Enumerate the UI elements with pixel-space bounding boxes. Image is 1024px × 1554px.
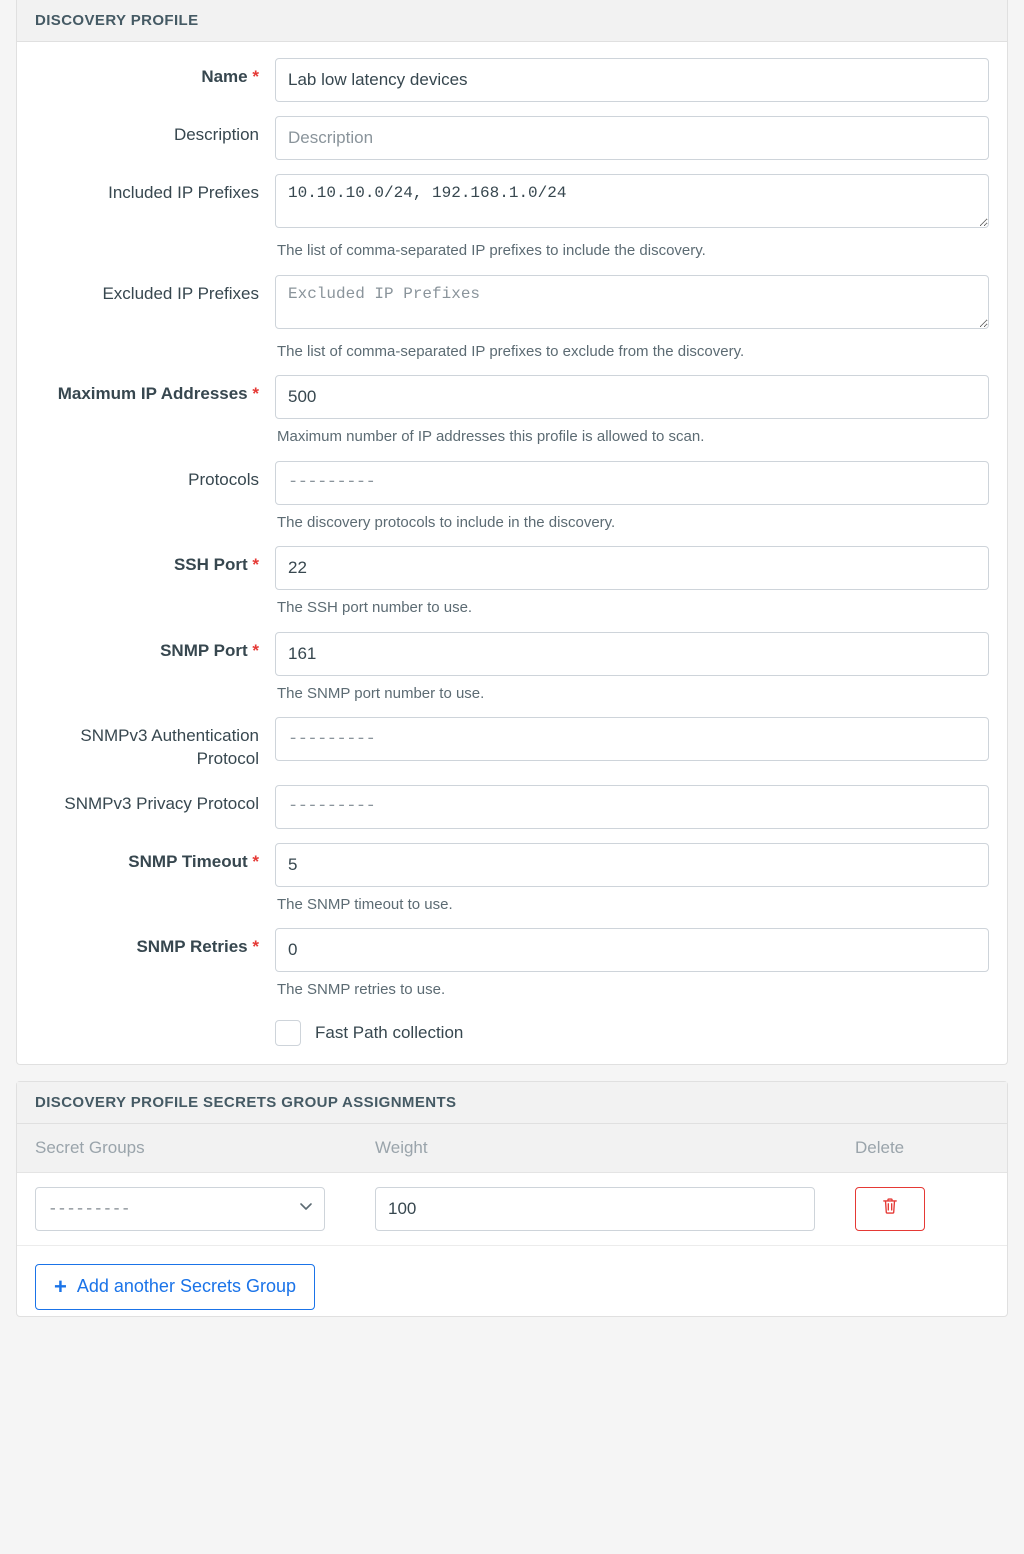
field-snmpv3-privacy-protocol	[275, 785, 989, 829]
fast-path-collection-label: Fast Path collection	[315, 1022, 464, 1042]
cell-weight	[357, 1172, 837, 1245]
label-snmp-retries	[35, 928, 275, 959]
required-indicator: *	[252, 67, 259, 86]
protocols-selected-value: ---------	[288, 473, 376, 492]
help-excluded-ip-prefixes: The list of comma-separated IP prefixes to exclude from the discovery.	[277, 342, 745, 360]
label-snmp-retries-text: SNMP Retries	[136, 937, 248, 957]
field-snmpv3-auth-protocol	[275, 717, 989, 761]
snmpv3-auth-protocol-selected-value: ---------	[288, 729, 376, 749]
field-maximum-ip-addresses	[275, 375, 989, 457]
help-snmp-timeout: The SNMP timeout to use.	[277, 895, 453, 913]
delete-row-button[interactable]	[855, 1187, 925, 1231]
included-ip-prefixes-textarea[interactable]	[275, 174, 989, 228]
cell-secret-group	[17, 1172, 357, 1245]
snmpv3-auth-protocol-select[interactable]	[275, 717, 989, 761]
label-protocols: Protocols	[188, 469, 259, 489]
label-snmp-port-text: SNMP Port	[160, 640, 248, 660]
description-input[interactable]	[275, 116, 989, 160]
field-excluded-ip-prefixes	[275, 275, 989, 372]
required-indicator: *	[252, 555, 259, 574]
required-indicator: *	[252, 640, 259, 660]
protocols-select[interactable]	[275, 461, 989, 505]
fast-path-collection-row	[17, 1014, 1007, 1046]
snmpv3-privacy-protocol-selected-value: ---------	[288, 797, 376, 817]
table-header-row	[17, 1124, 1007, 1173]
field-row-description	[17, 116, 1007, 160]
field-protocols	[275, 461, 989, 543]
secret-group-selected-value: ---------	[48, 1199, 130, 1218]
field-row-snmp-port	[17, 632, 1007, 714]
label-snmp-timeout-text: SNMP Timeout	[128, 851, 248, 871]
label-name-text: Name	[201, 67, 248, 86]
weight-input[interactable]	[375, 1187, 815, 1231]
field-row-name	[17, 58, 1007, 102]
add-another-secrets-group-button[interactable]	[35, 1264, 315, 1310]
field-name	[275, 58, 989, 102]
label-included-ip-prefixes: Included IP Prefixes	[108, 183, 259, 202]
help-protocols: The discovery protocols to include in the discovery.	[277, 513, 616, 531]
field-row-snmp-timeout	[17, 843, 1007, 925]
snmp-port-input[interactable]	[275, 632, 989, 676]
snmp-timeout-input[interactable]	[275, 843, 989, 887]
spacer	[17, 775, 1007, 785]
label-snmpv3-privacy-protocol: SNMPv3 Privacy Protocol	[64, 793, 259, 813]
secrets-group-assignments-table	[17, 1124, 1007, 1246]
help-included-ip-prefixes: The list of comma-separated IP prefixes to include the discovery.	[277, 242, 706, 259]
snmpv3-privacy-protocol-select[interactable]	[275, 785, 989, 829]
spacer	[17, 106, 1007, 116]
cell-delete	[837, 1172, 1007, 1245]
label-ssh-port-text: SSH Port	[173, 555, 248, 574]
required-indicator: *	[252, 384, 259, 403]
field-row-snmp-retries	[17, 928, 1007, 1010]
secret-group-select[interactable]	[35, 1187, 325, 1231]
field-row-maximum-ip-addresses	[17, 375, 1007, 457]
required-indicator: *	[252, 851, 259, 871]
field-row-excluded-ip-prefixes	[17, 275, 1007, 372]
field-ssh-port	[275, 546, 989, 628]
spacer	[17, 164, 1007, 174]
maximum-ip-addresses-input[interactable]	[275, 375, 989, 419]
help-ssh-port: The SSH port number to use.	[277, 599, 473, 616]
column-header-secret-groups: Secret Groups	[17, 1124, 357, 1173]
field-included-ip-prefixes	[275, 174, 989, 271]
table-head	[17, 1124, 1007, 1173]
field-row-protocols	[17, 461, 1007, 543]
label-name	[35, 58, 275, 89]
column-header-weight: Weight	[357, 1124, 837, 1173]
label-snmp-timeout	[35, 843, 275, 874]
label-snmpv3-auth-protocol: SNMPv3 Authentication Protocol	[80, 726, 259, 768]
field-row-snmpv3-privacy-protocol	[17, 785, 1007, 829]
help-maximum-ip-addresses: Maximum number of IP addresses this profile is allowed to scan.	[277, 428, 705, 445]
column-header-delete: Delete	[837, 1124, 1007, 1173]
snmp-retries-input[interactable]	[275, 928, 989, 972]
discovery-profile-panel	[16, 0, 1008, 1065]
trash-icon	[881, 1197, 899, 1220]
table-body	[17, 1172, 1007, 1245]
field-row-ssh-port	[17, 546, 1007, 628]
label-description: Description	[173, 125, 259, 144]
ssh-port-input[interactable]	[275, 546, 989, 590]
field-snmp-timeout	[275, 843, 989, 925]
add-another-secrets-group-label: Add another Secrets Group	[76, 1276, 296, 1297]
label-maximum-ip-addresses	[35, 375, 275, 406]
secrets-group-assignments-header: DISCOVERY PROFILE SECRETS GROUP ASSIGNMENTS	[17, 1082, 1007, 1124]
label-snmp-port	[35, 632, 275, 663]
label-ssh-port	[35, 546, 275, 577]
field-row-snmpv3-auth-protocol	[17, 717, 1007, 771]
field-snmp-retries	[275, 928, 989, 1010]
secrets-group-assignments-panel	[16, 1081, 1008, 1317]
table-row	[17, 1172, 1007, 1245]
name-input[interactable]	[275, 58, 989, 102]
required-indicator: *	[252, 937, 259, 957]
fast-path-collection-checkbox[interactable]	[275, 1020, 301, 1046]
help-snmp-port: The SNMP port number to use.	[277, 684, 485, 702]
label-excluded-ip-prefixes: Excluded IP Prefixes	[102, 283, 259, 303]
field-row-included-ip-prefixes	[17, 174, 1007, 271]
spacer	[17, 833, 1007, 843]
plus-icon: +	[54, 1273, 67, 1299]
label-maximum-ip-addresses-text: Maximum IP Addresses	[57, 384, 248, 403]
discovery-profile-body	[17, 42, 1007, 1064]
help-snmp-retries: The SNMP retries to use.	[277, 981, 446, 999]
secrets-group-assignments-body	[17, 1124, 1007, 1316]
excluded-ip-prefixes-textarea[interactable]	[275, 275, 989, 329]
discovery-profile-header: DISCOVERY PROFILE	[17, 0, 1007, 42]
field-snmp-port	[275, 632, 989, 714]
chevron-down-icon	[298, 1198, 314, 1219]
field-description	[275, 116, 989, 160]
